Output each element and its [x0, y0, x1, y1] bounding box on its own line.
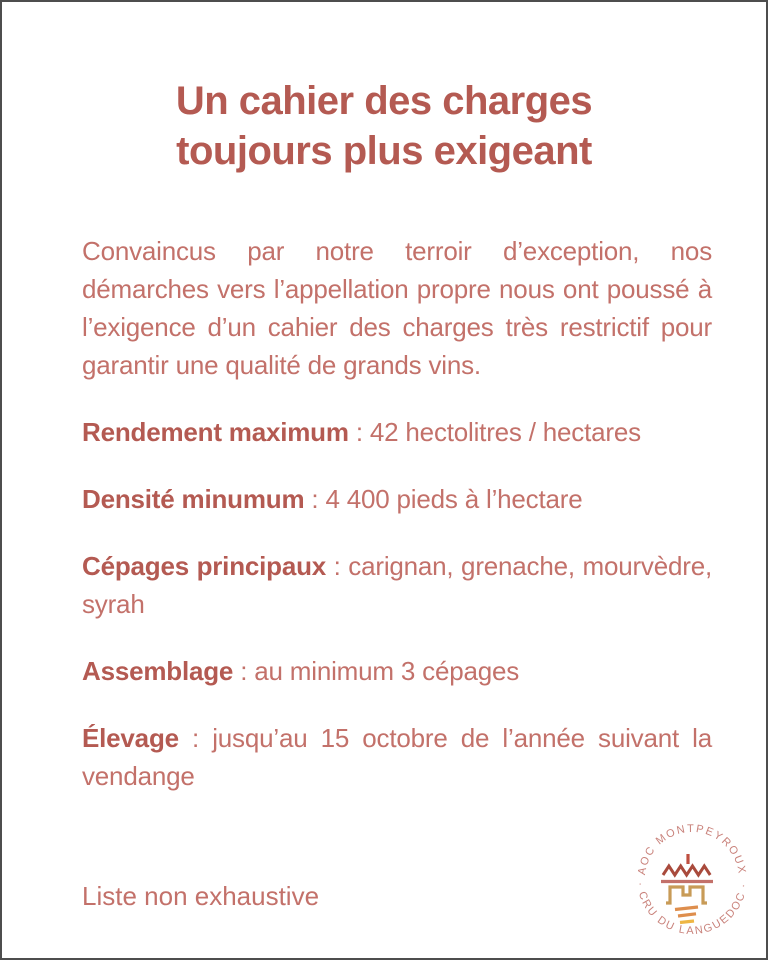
emblem-mid-dash-2-icon [678, 914, 696, 916]
page-title [42, 76, 726, 176]
page-title-line-2: toujours plus exigeant [176, 129, 592, 173]
spec-item-assemblage [82, 652, 712, 690]
emblem-zigzag-icon [663, 866, 710, 875]
spec-label: Cépages principaux [82, 551, 327, 581]
spec-value: au minimum 3 cépages [254, 656, 520, 686]
intro-paragraph: Convaincus par notre terroir d’exception, nos démarches vers l’appellation propre nous ont poussé à l’exigence d’un cahier des charges très restrictif pour garantir une qualité de grands vins. [82, 236, 712, 380]
spec-label: Rendement maximum [82, 417, 349, 447]
spec-item-rendement [82, 413, 712, 451]
emblem-meander-icon [666, 887, 707, 903]
badge-arc-bottom-text: · CRU DU LANGUEDOC · [634, 881, 750, 938]
spec-item-densite [82, 480, 712, 518]
page-title-line-1: Un cahier des charges [175, 79, 593, 123]
spec-list [2, 413, 766, 795]
spec-separator: : [233, 656, 255, 686]
emblem-bottom-dash-icon [680, 921, 694, 923]
spec-value: carignan, grenache, mourvèdre, syrah [82, 551, 712, 619]
spec-value: 42 hectolitres / hectares [369, 417, 641, 447]
spec-label: Densité minumum [82, 484, 305, 514]
spec-separator: : [326, 551, 349, 581]
spec-item-elevage [82, 719, 712, 795]
spec-separator: : [348, 417, 370, 447]
spec-separator: : [178, 723, 213, 753]
spec-label: Élevage [82, 723, 179, 753]
aoc-montpeyroux-badge-icon [622, 809, 762, 949]
spec-item-cepages [82, 547, 712, 623]
badge-arc-top-text: AOC MONTPEYROUX [636, 822, 748, 876]
spec-value: 4 400 pieds à l’hectare [325, 484, 583, 514]
spec-separator: : [304, 484, 326, 514]
spec-label: Assemblage [82, 656, 234, 686]
footnote: Liste non exhaustive [82, 881, 320, 911]
emblem-mid-dash-1-icon [675, 907, 698, 910]
spec-value: jusqu’au 15 octobre de l’année suivant la vendange [82, 723, 712, 791]
